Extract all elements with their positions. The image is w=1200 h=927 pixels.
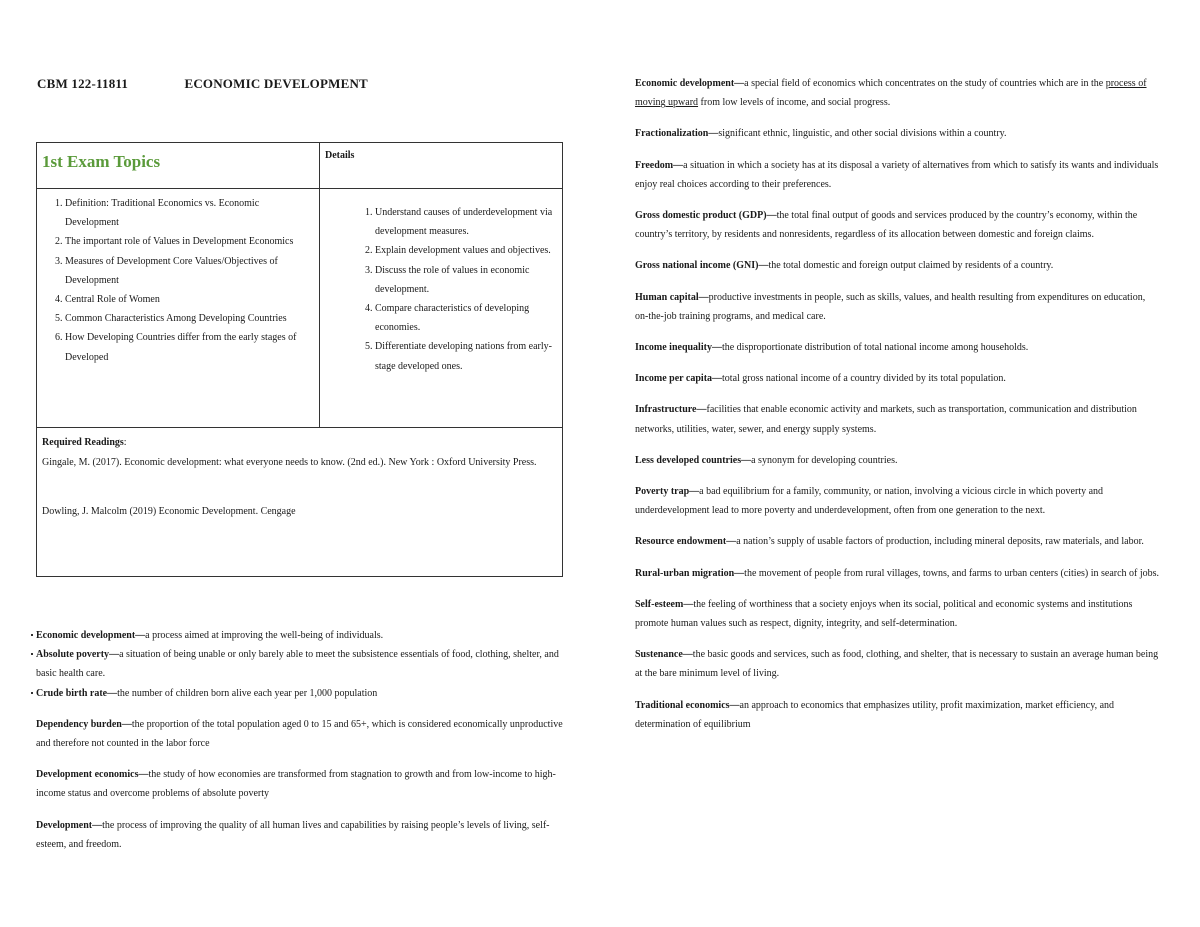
definition: Traditional economics—an approach to economics that emphasizes utility, profit maximization, market efficiency, and determination of equilibrium (635, 699, 1115, 730)
definition: Fractionalization—significant ethnic, linguistic, and other social divisions within a country. (635, 128, 1007, 140)
definition: Gross domestic product (GDP)—the total final output of goods and services produced by the country’s economy, within the country’s territory, by residents and nonresidents, regardless of its allocation between domestic and foreign claims. (635, 210, 1138, 241)
reading-item: Dowling, J. Malcolm (2019) Economic Development. Cengage (42, 506, 296, 517)
definition-text: total gross national income of a country divided by its total population. (722, 373, 1006, 385)
topic-item: 4. Central Role of Women (65, 290, 311, 309)
definition: Crude birth rate—the number of children born alive each year per 1,000 population (36, 684, 566, 703)
topic-item: 5. Common Characteristics Among Developing Countries (65, 309, 311, 328)
definition: Income inequality—the disproportionate distribution of total national income among households. (635, 342, 1029, 354)
definition-term: Crude birth rate (36, 687, 108, 699)
definition-text: a bad equilibrium for a family, community, or nation, involving a vicious circle in which poverty and underdevelopment lead to more poverty and underdevelopment, often from one generation to the next. (635, 486, 1104, 517)
reading-item: Gingale, M. (2017). Economic development: what everyone needs to know. (2nd ed.). New York : Oxford University Press. (42, 456, 537, 468)
definition: Development economics—the study of how economies are transformed from stagnation to growth and from low-income to high-income status and overcome problems of absolute poverty (36, 769, 556, 800)
topics-heading: 1st Exam Topics (37, 143, 320, 189)
definition-text: the number of children born alive each year per 1,000 population (117, 687, 378, 699)
detail-item: 5. Differentiate developing nations from early-stage developed ones. (375, 337, 556, 375)
definition-text: a nation’s supply of usable factors of production, including mineral deposits, raw materials, and labor. (736, 536, 1144, 548)
course-code: CBM 122-11811 (37, 76, 129, 91)
definition: Income per capita—total gross national income of a country divided by its total population. (635, 373, 1006, 385)
definition-term: Resource endowment (635, 536, 727, 548)
definition-text: a situation of being unable or only barely able to meet the subsistence essentials of food, clothing, shelter, and basic health care. (36, 649, 559, 680)
definition-text: the basic goods and services, such as food, clothing, and shelter, that is necessary to sustain an average human being at the bare minimum level of living. (635, 649, 1159, 680)
detail-item: 4. Compare characteristics of developing economies. (375, 299, 556, 337)
course-title: ECONOMIC DEVELOPMENT (184, 76, 368, 91)
detail-item: 1. Understand causes of underdevelopment via development measures. (375, 203, 556, 241)
definition-term: Income per capita (635, 373, 713, 385)
definition: Sustenance—the basic goods and services, such as food, clothing, and shelter, that is necessary to sustain an average human being at the bare minimum level of living. (635, 649, 1159, 680)
definition: Economic development—a process aimed at improving the well-being of individuals. (36, 626, 566, 645)
definition-text: the movement of people from rural villages, towns, and farms to urban centers (cities) in search of jobs. (744, 567, 1160, 579)
readings-heading: Required Readings (42, 437, 124, 448)
definition: Rural-urban migration—the movement of people from rural villages, towns, and farms to urban centers (cities) in search of jobs. (635, 567, 1160, 579)
right-definitions (635, 74, 1160, 734)
definition-term: Fractionalization (635, 128, 709, 140)
definition-term: Development economics (36, 769, 139, 781)
definition: Resource endowment—a nation’s supply of usable factors of production, including mineral deposits, raw materials, and labor. (635, 536, 1144, 548)
definition-term: Freedom (635, 159, 674, 171)
definition: Infrastructure—facilities that enable economic activity and markets, such as transportation, communication and distribution networks, utilities, water, sewer, and energy supply systems. (635, 404, 1137, 435)
definition-term: Development (36, 819, 93, 831)
definition-term: Self-esteem (635, 598, 684, 610)
definition-term: Economic development (36, 630, 136, 641)
topic-item: 2. The important role of Values in Development Economics (65, 232, 311, 251)
definition-text: significant ethnic, linguistic, and other social divisions within a country. (718, 128, 1007, 140)
definition-term: Economic development (635, 78, 735, 89)
topic-item: 6. How Developing Countries differ from the early stages of Developed (65, 328, 311, 366)
definition-text: productive investments in people, such as skills, values, and health resulting from expenditures on education, on-the-job training programs, and medical care. (635, 291, 1146, 322)
definition-term: Gross national income (GNI) (635, 260, 759, 272)
definition-term: Traditional economics (635, 699, 730, 711)
detail-item: 3. Discuss the role of values in economic development. (375, 261, 556, 299)
definition-text: the study of how economies are transformed from stagnation to growth and from low-income to high-income status and overcome problems of absolute poverty (36, 769, 556, 800)
definition-term: Less developed countries (635, 454, 742, 466)
definition: Human capital—productive investments in people, such as skills, values, and health resulting from expenditures on education, on-the-job training programs, and medical care. (635, 291, 1146, 322)
topic-item: 1. Definition: Traditional Economics vs. Economic Development (65, 194, 311, 232)
definition-text: a process aimed at improving the well-being of individuals. (145, 630, 384, 641)
definition-term: Income inequality (635, 342, 712, 354)
details-list (320, 189, 562, 376)
definition-text: the proportion of the total population aged 0 to 15 and 65+, which is considered economically unproductive and therefore not counted in the labor force (36, 718, 563, 750)
definition-text: the total final output of goods and services produced by the country’s economy, within the country’s territory, by residents and nonresidents, regardless of its allocation between domestic and foreign claims. (635, 210, 1138, 241)
definition: Less developed countries—a synonym for developing countries. (635, 454, 898, 466)
topics-cell (37, 189, 320, 428)
underlined-phrase: process of moving upward (635, 78, 1147, 109)
definition-term: Human capital (635, 291, 699, 303)
definition: Absolute poverty—a situation of being unable or only barely able to meet the subsistence essentials of food, clothing, shelter, and basic health care. (36, 645, 566, 683)
definition-text: an approach to economics that emphasizes utility, profit maximization, market efficiency, and determination of equilibrium (635, 699, 1115, 730)
definition-term: Gross domestic product (GDP) (635, 210, 767, 222)
topic-item: 3. Measures of Development Core Values/Objectives of Development (65, 252, 311, 290)
topics-list (37, 189, 319, 367)
exam-topics-table (36, 142, 563, 577)
definition: Gross national income (GNI)—the total domestic and foreign output claimed by residents of a country. (635, 260, 1054, 272)
definition-term: Sustenance (635, 649, 683, 661)
definition-term: Infrastructure (635, 404, 697, 416)
definition-text: the process of improving the quality of all human lives and capabilities by raising people’s levels of living, self-esteem, and freedom. (36, 819, 550, 850)
definition-text: a synonym for developing countries. (751, 454, 898, 466)
detail-item: 2. Explain development values and objectives. (375, 241, 556, 260)
definition-term: Poverty trap (635, 486, 690, 498)
definition-text: a situation in which a society has at its disposal a variety of alternatives from which to satisfy its wants and individuals enjoy real choices according to their preferences. (635, 159, 1159, 190)
definition: Economic development—a special field of economics which concentrates on the study of countries which are in the process of moving upward from low levels of income, and social progress. (635, 78, 1147, 109)
definition-text: the feeling of worthiness that a society enjoys when its social, political and economic systems and institutions promote human values such as respect, dignity, integrity, and self-determination. (635, 598, 1133, 630)
definition: Dependency burden—the proportion of the total population aged 0 to 15 and 65+, which is considered economically unproductive and therefore not counted in the labor force (36, 718, 563, 750)
left-definitions (36, 626, 566, 854)
definition-text: the total domestic and foreign output claimed by residents of a country. (768, 260, 1054, 272)
definition: Freedom—a situation in which a society has at its disposal a variety of alternatives from which to satisfy its wants and individuals enjoy real choices according to their preferences. (635, 159, 1159, 190)
details-cell (320, 189, 563, 428)
definition: Self-esteem—the feeling of worthiness that a society enjoys when its social, political and economic systems and institutions promote human values such as respect, dignity, integrity, and self-determination. (635, 598, 1133, 630)
definition-term: Absolute poverty (36, 649, 110, 661)
details-heading: Details (320, 143, 563, 189)
course-header (37, 76, 368, 92)
definition-term: Dependency burden (36, 718, 122, 730)
definition-term: Rural-urban migration (635, 567, 735, 579)
required-readings: Required Readings: Gingale, M. (2017). Economic development: what everyone needs to know. (2nd ed.). New York : Oxford University Press. Dowling, J. Malcolm (2019) Economic Development. Cengage (37, 428, 563, 577)
definition-text: the disproportionate distribution of total national income among households. (721, 342, 1029, 354)
definition: Development—the process of improving the quality of all human lives and capabilities by raising people’s levels of living, self-esteem, and freedom. (36, 819, 550, 850)
definition: Poverty trap—a bad equilibrium for a family, community, or nation, involving a vicious circle in which poverty and underdevelopment lead to more poverty and underdevelopment, often from one generation to the next. (635, 486, 1104, 517)
definition-text: facilities that enable economic activity and markets, such as transportation, communication and distribution networks, utilities, water, sewer, and energy supply systems. (635, 404, 1137, 435)
